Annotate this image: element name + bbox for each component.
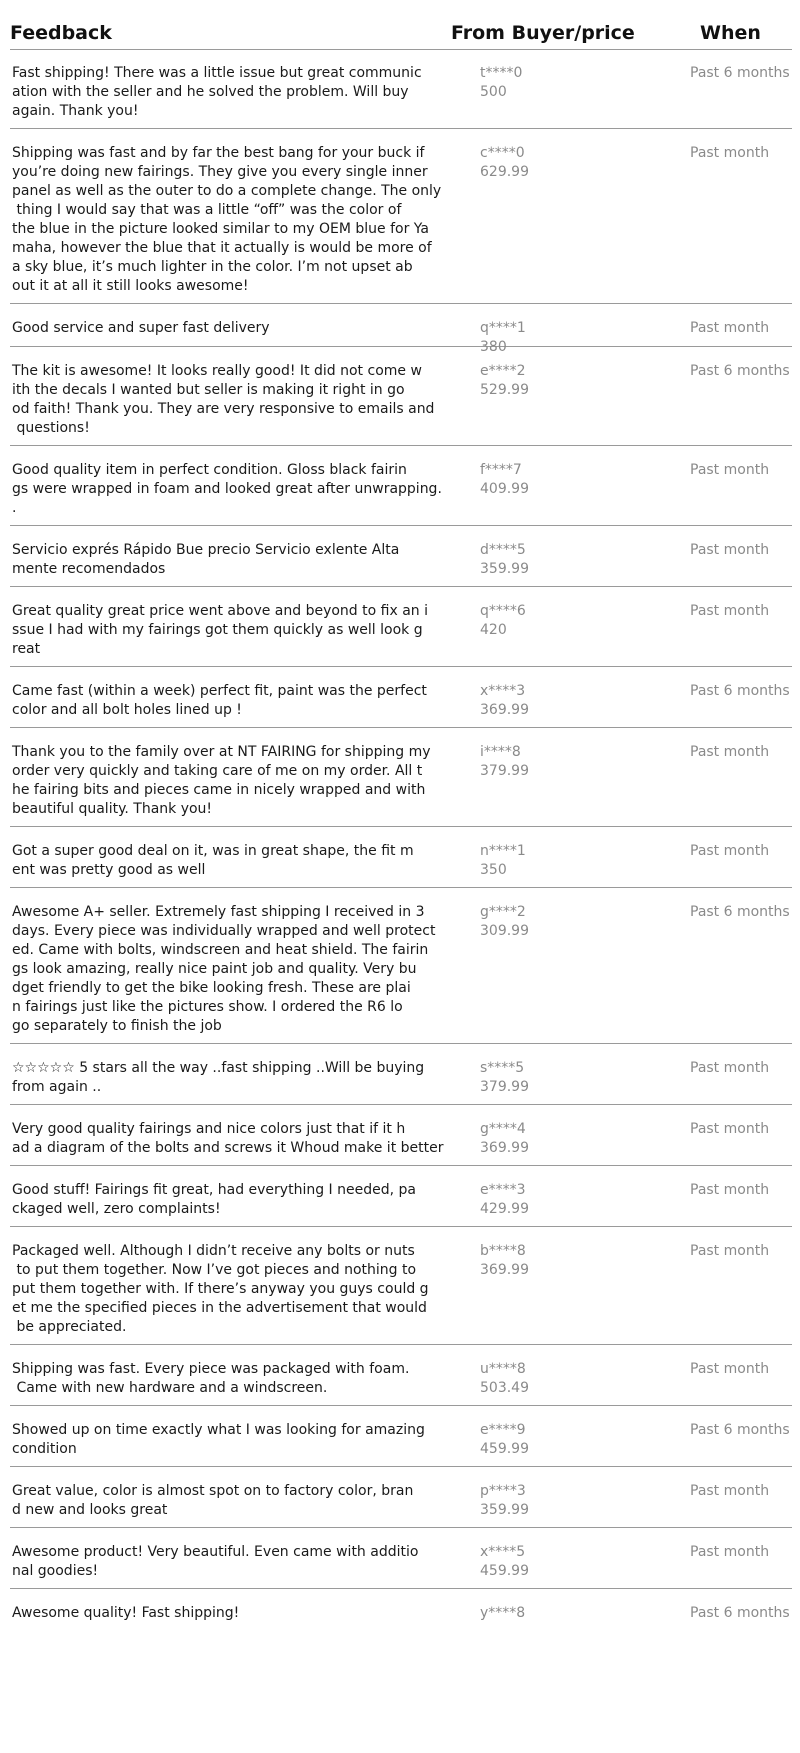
when-column-header: When	[700, 22, 761, 44]
buyer-name: y****8	[480, 1605, 526, 1621]
feedback-time: Past month	[690, 462, 770, 478]
feedback-text: Good stuff! Fairings fit great, had everything I needed, pa ckaged well, zero complaints!	[12, 1182, 416, 1217]
feedback-time: Past month	[690, 1483, 770, 1499]
buyer-name: d****5	[480, 542, 526, 558]
buyer-name: p****3	[480, 1483, 526, 1499]
buyer-info	[480, 1181, 590, 1219]
from-buyer-price-column-header: From Buyer/price	[451, 22, 635, 44]
table-row	[10, 587, 792, 667]
feedback-text: Shipping was fast. Every piece was packaged with foam. Came with new hardware and a windscreen.	[12, 1361, 410, 1396]
buyer-info	[480, 682, 590, 720]
table-row	[10, 347, 792, 446]
feedback-text: Good service and super fast delivery	[12, 320, 270, 336]
feedback-time: Past 6 months	[690, 65, 790, 81]
purchase-price: 500	[480, 84, 507, 100]
buyer-name: t****0	[480, 65, 523, 81]
feedback-text: Got a super good deal on it, was in great shape, the fit m ent was pretty good as well	[12, 843, 414, 878]
buyer-info	[480, 1059, 590, 1097]
buyer-info	[480, 1421, 590, 1459]
feedback-text: Packaged well. Although I didn’t receive any bolts or nuts to put them together. Now I’ve got pieces and nothing to put them together with. If there’s anyway you guys could g et me the specified pieces in the advertisement that would be appreciated.	[12, 1243, 429, 1335]
feedback-text: Awesome product! Very beautiful. Even came with additio nal goodies!	[12, 1544, 419, 1579]
feedback-time: Past 6 months	[690, 1605, 790, 1621]
purchase-price: 359.99	[480, 561, 529, 577]
feedback-text: Showed up on time exactly what I was looking for amazing condition	[12, 1422, 425, 1457]
purchase-price: 309.99	[480, 923, 529, 939]
feedback-time: Past month	[690, 603, 770, 619]
purchase-price: 429.99	[480, 1201, 529, 1217]
buyer-name: e****3	[480, 1182, 526, 1198]
table-row	[10, 446, 792, 526]
feedback-time: Past 6 months	[690, 1422, 790, 1438]
buyer-info	[480, 1360, 590, 1398]
buyer-name: n****1	[480, 843, 526, 859]
feedback-time: Past month	[690, 1243, 770, 1259]
buyer-info	[480, 1120, 590, 1158]
table-row	[10, 129, 792, 304]
table-row	[10, 667, 792, 728]
table-row	[10, 304, 792, 355]
buyer-info	[480, 743, 590, 781]
feedback-text: Fast shipping! There was a little issue but great communic ation with the seller and he solved the problem. Will buy again. Thank you!	[12, 65, 422, 119]
purchase-price: 379.99	[480, 763, 529, 779]
feedback-time: Past month	[690, 1121, 770, 1137]
table-row	[10, 1467, 792, 1528]
table-row	[10, 526, 792, 587]
purchase-price: 409.99	[480, 481, 529, 497]
purchase-price: 459.99	[480, 1441, 529, 1457]
purchase-price: 380	[480, 339, 507, 355]
buyer-info	[480, 362, 590, 400]
feedback-text: ☆☆☆☆☆ 5 stars all the way ..fast shipping ..Will be buying from again ..	[12, 1060, 425, 1095]
buyer-name: s****5	[480, 1060, 525, 1076]
feedback-time: Past month	[690, 1361, 770, 1377]
buyer-name: q****6	[480, 603, 526, 619]
table-row	[10, 888, 792, 1044]
feedback-text: Servicio exprés Rápido Bue precio Servicio exlente Alta mente recomendados	[12, 542, 400, 577]
table-row	[10, 1528, 792, 1589]
buyer-name: x****3	[480, 683, 526, 699]
feedback-time: Past month	[690, 145, 770, 161]
buyer-name: b****8	[480, 1243, 526, 1259]
table-row	[10, 728, 792, 827]
feedback-column-header: Feedback	[10, 22, 112, 44]
feedback-time: Past month	[690, 1060, 770, 1076]
buyer-name: f****7	[480, 462, 522, 478]
buyer-name: g****2	[480, 904, 526, 920]
buyer-info	[480, 541, 590, 579]
buyer-info	[480, 144, 590, 182]
feedback-text: The kit is awesome! It looks really good! It did not come w ith the decals I wanted but seller is making it right in go od faith! Thank you. They are very responsive to emails and questions!	[12, 363, 435, 436]
feedback-text: Shipping was fast and by far the best bang for your buck if you’re doing new fairings. They give you every single inner panel as well as the outer to do a complete change. The only thing I would say that was a little “off” was the color of the blue in the picture looked similar to my OEM blue for Ya maha, however the blue that it actually is would be more of a sky blue, it’s much lighter in the color. I’m not upset ab out it at all it still looks awesome!	[12, 145, 442, 294]
purchase-price: 420	[480, 622, 507, 638]
feedback-text: Great value, color is almost spot on to factory color, bran d new and looks great	[12, 1483, 414, 1518]
purchase-price: 459.99	[480, 1563, 529, 1579]
table-header	[10, 0, 792, 50]
feedback-text: Awesome A+ seller. Extremely fast shipping I received in 3 days. Every piece was individually wrapped and well protect ed. Came with bolts, windscreen and heat shield. The fairin gs look amazing, really nice paint job and quality. Very bu dget friendly to get the bike looking fresh. These are plai n fairings just like the pictures show. I ordered the R6 lo go separately to finish the job	[12, 904, 436, 1034]
feedback-time: Past month	[690, 1182, 770, 1198]
table-row	[10, 1044, 792, 1105]
feedback-time: Past month	[690, 744, 770, 760]
feedback-time: Past month	[690, 1544, 770, 1560]
buyer-name: i****8	[480, 744, 521, 760]
buyer-info	[480, 1242, 590, 1280]
table-row	[10, 1345, 792, 1406]
table-row	[10, 1166, 792, 1227]
feedback-text: Came fast (within a week) perfect fit, paint was the perfect color and all bolt holes lined up !	[12, 683, 427, 718]
purchase-price: 369.99	[480, 1262, 529, 1278]
buyer-name: g****4	[480, 1121, 526, 1137]
feedback-text: Awesome quality! Fast shipping!	[12, 1605, 240, 1621]
purchase-price: 529.99	[480, 382, 529, 398]
buyer-name: e****2	[480, 363, 526, 379]
purchase-price: 359.99	[480, 1502, 529, 1518]
table-row	[10, 1227, 792, 1345]
buyer-info	[480, 842, 590, 880]
feedback-time: Past month	[690, 843, 770, 859]
feedback-text: Good quality item in perfect condition. Gloss black fairin gs were wrapped in foam and looked great after unwrapping. .	[12, 462, 442, 516]
feedback-time: Past 6 months	[690, 363, 790, 379]
table-row	[10, 1406, 792, 1467]
buyer-info	[480, 461, 590, 499]
buyer-info	[480, 602, 590, 640]
feedback-time: Past month	[690, 320, 770, 336]
feedback-time: Past month	[690, 542, 770, 558]
buyer-info	[480, 903, 590, 941]
buyer-info	[480, 1482, 590, 1520]
purchase-price: 379.99	[480, 1079, 529, 1095]
table-row	[10, 1589, 792, 1649]
table-row	[10, 1105, 792, 1166]
buyer-name: c****0	[480, 145, 525, 161]
feedback-time: Past 6 months	[690, 683, 790, 699]
purchase-price: 350	[480, 862, 507, 878]
buyer-name: x****5	[480, 1544, 526, 1560]
feedback-time: Past 6 months	[690, 904, 790, 920]
buyer-info	[480, 1543, 590, 1581]
buyer-name: u****8	[480, 1361, 526, 1377]
purchase-price: 629.99	[480, 164, 529, 180]
feedback-text: Great quality great price went above and beyond to fix an i ssue I had with my fairings got them quickly as well look g reat	[12, 603, 428, 657]
feedback-text: Very good quality fairings and nice colors just that if it h ad a diagram of the bolts and screws it Whoud make it better	[12, 1121, 444, 1156]
buyer-name: q****1	[480, 320, 526, 336]
purchase-price: 503.49	[480, 1380, 529, 1396]
buyer-name: e****9	[480, 1422, 526, 1438]
buyer-info	[480, 64, 590, 102]
feedback-text: Thank you to the family over at NT FAIRING for shipping my order very quickly and taking care of me on my order. All t he fairing bits and pieces came in nicely wrapped and with beautiful quality. Thank you!	[12, 744, 431, 817]
purchase-price: 369.99	[480, 702, 529, 718]
table-row	[10, 49, 792, 129]
buyer-info	[480, 1604, 590, 1623]
purchase-price: 369.99	[480, 1140, 529, 1156]
table-row	[10, 827, 792, 888]
